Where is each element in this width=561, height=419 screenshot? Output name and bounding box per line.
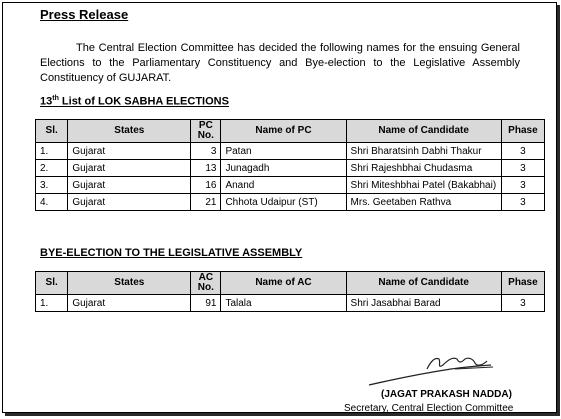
row-candidate: Shri Bharatsinh Dabhi Thakur xyxy=(346,143,501,160)
header-name-of-ac: Name of AC xyxy=(221,272,346,295)
table-row xyxy=(36,177,545,194)
row-candidate: Shri Rajeshbhai Chudasma xyxy=(346,160,501,177)
row-pc-no: 16 xyxy=(191,177,221,194)
row-sl: 1. xyxy=(36,295,68,312)
row-phase: 3 xyxy=(501,295,544,312)
signatory-title: Secretary, Central Election Committee xyxy=(344,403,514,414)
row-sl: 2. xyxy=(36,160,68,177)
handwritten-signature xyxy=(365,349,505,389)
header-name-of-candidate: Name of Candidate xyxy=(346,272,501,295)
row-state: Gujarat xyxy=(68,295,191,312)
header-phase: Phase xyxy=(501,120,544,143)
row-state: Gujarat xyxy=(68,194,191,211)
row-state: Gujarat xyxy=(68,143,191,160)
row-phase: 3 xyxy=(501,177,544,194)
row-pc-no: 13 xyxy=(191,160,221,177)
table-row xyxy=(36,295,545,312)
table-row xyxy=(36,194,545,211)
heading-text: List of LOK SABHA ELECTIONS xyxy=(58,95,229,108)
table-row xyxy=(36,143,545,160)
header-states: States xyxy=(68,120,191,143)
bye-election-heading: BYE-ELECTION TO THE LEGISLATIVE ASSEMBLY xyxy=(40,247,303,259)
row-state: Gujarat xyxy=(68,160,191,177)
header-sl: Sl. xyxy=(36,272,68,295)
row-pc-name: Anand xyxy=(221,177,346,194)
table-header-row xyxy=(36,272,545,295)
lok-sabha-table xyxy=(35,119,545,211)
table-header-row xyxy=(36,120,545,143)
header-sl: Sl. xyxy=(36,120,68,143)
row-ac-no: 91 xyxy=(191,295,221,312)
page-title: Press Release xyxy=(40,7,129,22)
press-release-page xyxy=(2,2,557,413)
row-phase: 3 xyxy=(501,143,544,160)
heading-ordinal: th xyxy=(52,95,59,102)
header-phase: Phase xyxy=(501,272,544,295)
row-sl: 4. xyxy=(36,194,68,211)
row-pc-name: Chhota Udaipur (ST) xyxy=(221,194,346,211)
header-name-of-pc: Name of PC xyxy=(221,120,346,143)
row-phase: 3 xyxy=(501,194,544,211)
intro-text: The Central Election Committee has decided the following names for the ensuing General Elections to the Parliamentary Constituency and Bye-election to the Legislative Assembly Constituency of GUJARAT. xyxy=(40,42,520,84)
header-pc-no: PC No. xyxy=(191,120,221,143)
row-phase: 3 xyxy=(501,160,544,177)
row-candidate: Mrs. Geetaben Rathva xyxy=(346,194,501,211)
row-candidate: Shri Miteshbhai Patel (Bakabhai) xyxy=(346,177,501,194)
row-pc-no: 21 xyxy=(191,194,221,211)
header-states: States xyxy=(68,272,191,295)
intro-paragraph xyxy=(40,41,520,86)
row-sl: 1. xyxy=(36,143,68,160)
row-pc-no: 3 xyxy=(191,143,221,160)
row-pc-name: Patan xyxy=(221,143,346,160)
lok-sabha-heading xyxy=(40,95,229,108)
row-sl: 3. xyxy=(36,177,68,194)
row-candidate: Shri Jasabhai Barad xyxy=(346,295,501,312)
signatory-name: (JAGAT PRAKASH NADDA) xyxy=(381,389,512,400)
header-name-of-candidate: Name of Candidate xyxy=(346,120,501,143)
table-row xyxy=(36,160,545,177)
row-state: Gujarat xyxy=(68,177,191,194)
bye-election-table xyxy=(35,271,545,312)
row-ac-name: Talala xyxy=(221,295,346,312)
header-ac-no: AC No. xyxy=(191,272,221,295)
row-pc-name: Junagadh xyxy=(221,160,346,177)
heading-number: 13 xyxy=(40,95,53,108)
